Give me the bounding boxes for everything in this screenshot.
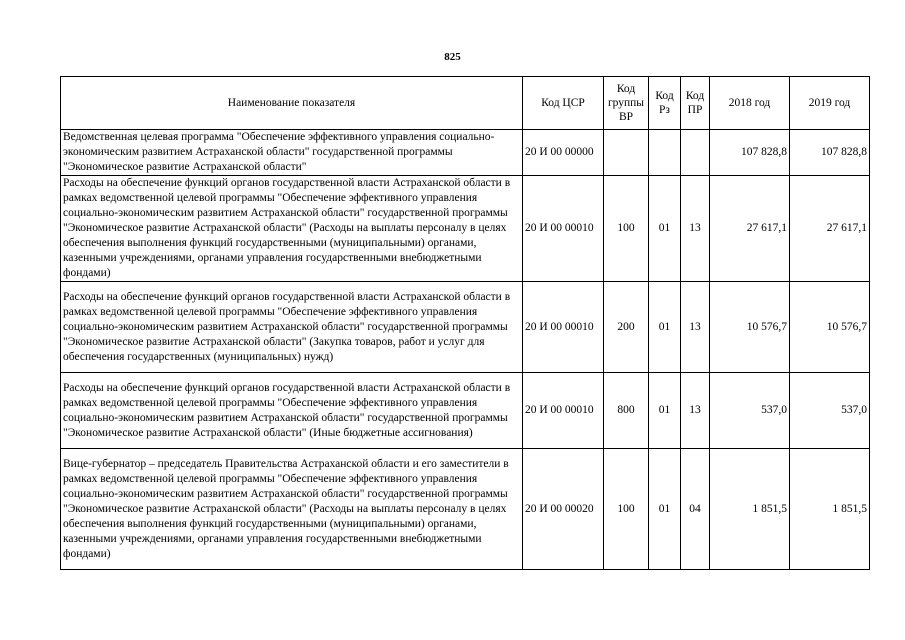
- row-name: Расходы на обеспечение функций органов государственной власти Астраханской области в рамках ведомственной целевой программы "Обеспечение эффективного управления социально-экономическим развитием Астраханской области" государственной программы "Экономическое развитие Астраханской области" (Расходы на выплаты персоналу в целях обеспечения выполнения функций государственными (муниципальными) органами, казенными учреждениями, органами управления государственными внебюджетными фондами): [61, 176, 523, 282]
- header-vr-group-code: Код группы ВР: [604, 77, 649, 130]
- row-vr-code: 200: [604, 282, 649, 373]
- row-name: Расходы на обеспечение функций органов государственной власти Астраханской области в рамках ведомственной целевой программы "Обеспечение эффективного управления социально-экономическим развитием Астраханской области" государственной программы "Экономическое развитие Астраханской области" (Закупка товаров, работ и услуг для обеспечения государственных (муниципальных) нужд): [61, 282, 523, 373]
- row-rz-code: 01: [649, 449, 681, 570]
- row-rz-code: [649, 130, 681, 176]
- row-amount-2018: 10 576,7: [710, 282, 790, 373]
- page-number: 825: [444, 51, 461, 63]
- header-name: Наименование показателя: [61, 77, 523, 130]
- row-csr-code: 20 И 00 00000: [523, 130, 604, 176]
- row-amount-2018: 107 828,8: [710, 130, 790, 176]
- row-pr-code: 13: [681, 176, 710, 282]
- row-csr-code: 20 И 00 00010: [523, 373, 604, 449]
- row-csr-code: 20 И 00 00010: [523, 176, 604, 282]
- header-year-2018: 2018 год: [710, 77, 790, 130]
- row-vr-code: 100: [604, 449, 649, 570]
- row-pr-code: [681, 130, 710, 176]
- row-rz-code: 01: [649, 282, 681, 373]
- row-pr-code: 13: [681, 282, 710, 373]
- row-name: Вице-губернатор – председатель Правительства Астраханской области и его заместители в рамках ведомственной целевой программы "Обеспечение эффективного управления социально-экономическим развитием Астраханской области" государственной программы "Экономическое развитие Астраханской области" (Расходы на выплаты персоналу в целях обеспечения выполнения функций государственными (муниципальными) органами, казенными учреждениями, органами управления государственными внебюджетными фондами): [61, 449, 523, 570]
- row-csr-code: 20 И 00 00020: [523, 449, 604, 570]
- table-row: [61, 449, 870, 570]
- table-row: [61, 373, 870, 449]
- row-pr-code: 04: [681, 449, 710, 570]
- header-pr-code: Код ПР: [681, 77, 710, 130]
- row-amount-2019: 537,0: [790, 373, 870, 449]
- header-csr-code: Код ЦСР: [523, 77, 604, 130]
- table-row: [61, 176, 870, 282]
- row-name: Расходы на обеспечение функций органов государственной власти Астраханской области в рамках ведомственной целевой программы "Обеспечение эффективного управления социально-экономическим развитием Астраханской области" государственной программы "Экономическое развитие Астраханской области" (Иные бюджетные ассигнования): [61, 373, 523, 449]
- budget-table: [60, 76, 870, 570]
- row-vr-code: 800: [604, 373, 649, 449]
- row-amount-2018: 27 617,1: [710, 176, 790, 282]
- row-amount-2019: 1 851,5: [790, 449, 870, 570]
- table-row: [61, 282, 870, 373]
- table-row: [61, 130, 870, 176]
- row-rz-code: 01: [649, 373, 681, 449]
- row-pr-code: 13: [681, 373, 710, 449]
- row-name: Ведомственная целевая программа "Обеспечение эффективного управления социально-экономическим развитием Астраханской области" государственной программы "Экономическое развитие Астраханской области": [61, 130, 523, 176]
- row-vr-code: 100: [604, 176, 649, 282]
- table-header-row: [61, 77, 870, 130]
- header-year-2019: 2019 год: [790, 77, 870, 130]
- row-rz-code: 01: [649, 176, 681, 282]
- header-rz-code: Код Рз: [649, 77, 681, 130]
- row-csr-code: 20 И 00 00010: [523, 282, 604, 373]
- row-amount-2018: 537,0: [710, 373, 790, 449]
- row-vr-code: [604, 130, 649, 176]
- row-amount-2019: 10 576,7: [790, 282, 870, 373]
- row-amount-2019: 107 828,8: [790, 130, 870, 176]
- row-amount-2018: 1 851,5: [710, 449, 790, 570]
- row-amount-2019: 27 617,1: [790, 176, 870, 282]
